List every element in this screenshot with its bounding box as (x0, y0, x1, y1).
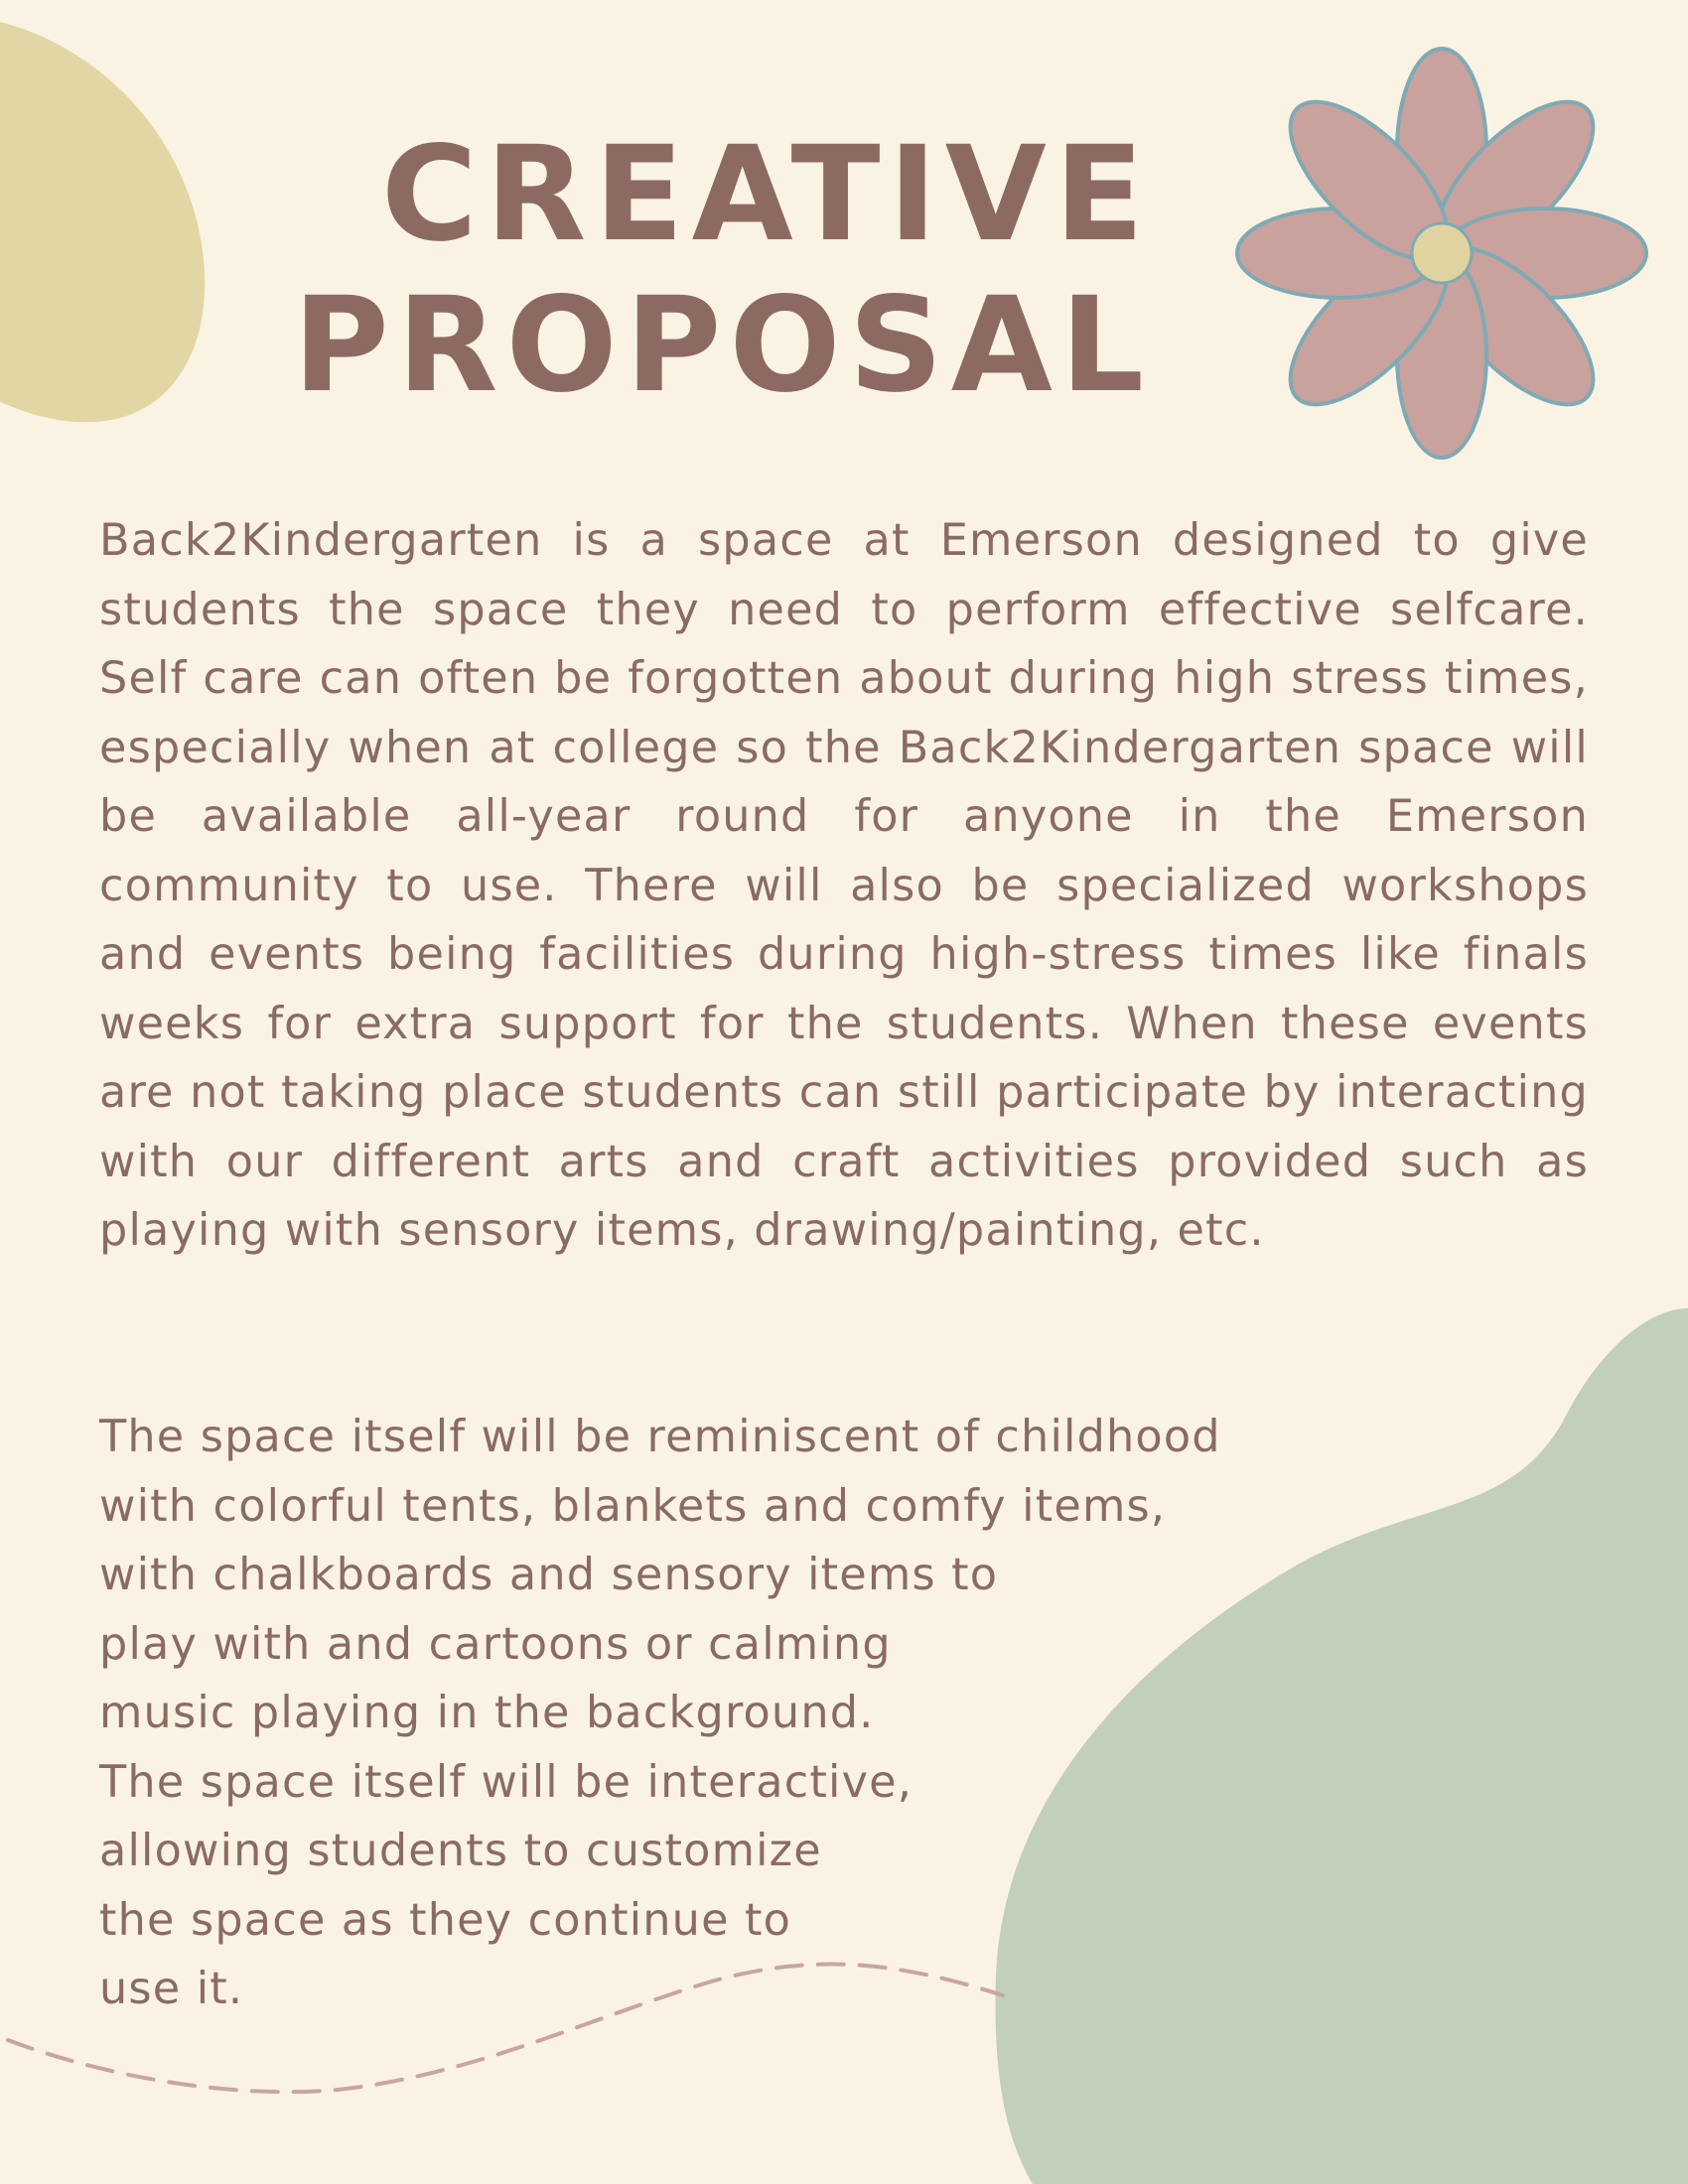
title-line-1: CREATIVE (380, 118, 1152, 271)
page-title (293, 119, 1152, 421)
paragraph-line: play with and cartoons or calming (99, 1618, 892, 1670)
paragraph-line: the space as they continue to (99, 1894, 792, 1946)
paragraph-line: with chalkboards and sensory items to (99, 1550, 999, 1600)
paragraph-line: music playing in the background. (99, 1688, 875, 1738)
space-description-paragraph (99, 1403, 1221, 2024)
daisy-flower-icon (1237, 49, 1646, 458)
paragraph-line: The space itself will be interactive, (99, 1756, 914, 1808)
title-line-2: PROPOSAL (293, 269, 1152, 422)
paragraph-line: with colorful tents, blankets and comfy items, (99, 1480, 1167, 1532)
paragraph-line: allowing students to customize (99, 1826, 822, 1876)
paragraph-line: use it. (99, 1964, 244, 2014)
paragraph-line: The space itself will be reminiscent of childhood (99, 1412, 1221, 1462)
intro-paragraph: Back2Kindergarten is a space at Emerson designed to give students the space they need to perform effective selfcare. Self care can often be forgotten about during high stress times, especially when at college so the Back2Kindergarten space will be available all-year round for anyone in the Emerson community to use. There will also be specialized workshops and events being facilities during high-stress times like finals weeks for extra support for the students. When these events are not taking place students can still participate by interacting with our different arts and craft activities provided such as playing with sensory items, drawing/painting, etc. (99, 515, 1589, 1256)
yellow-blob (0, 22, 205, 422)
